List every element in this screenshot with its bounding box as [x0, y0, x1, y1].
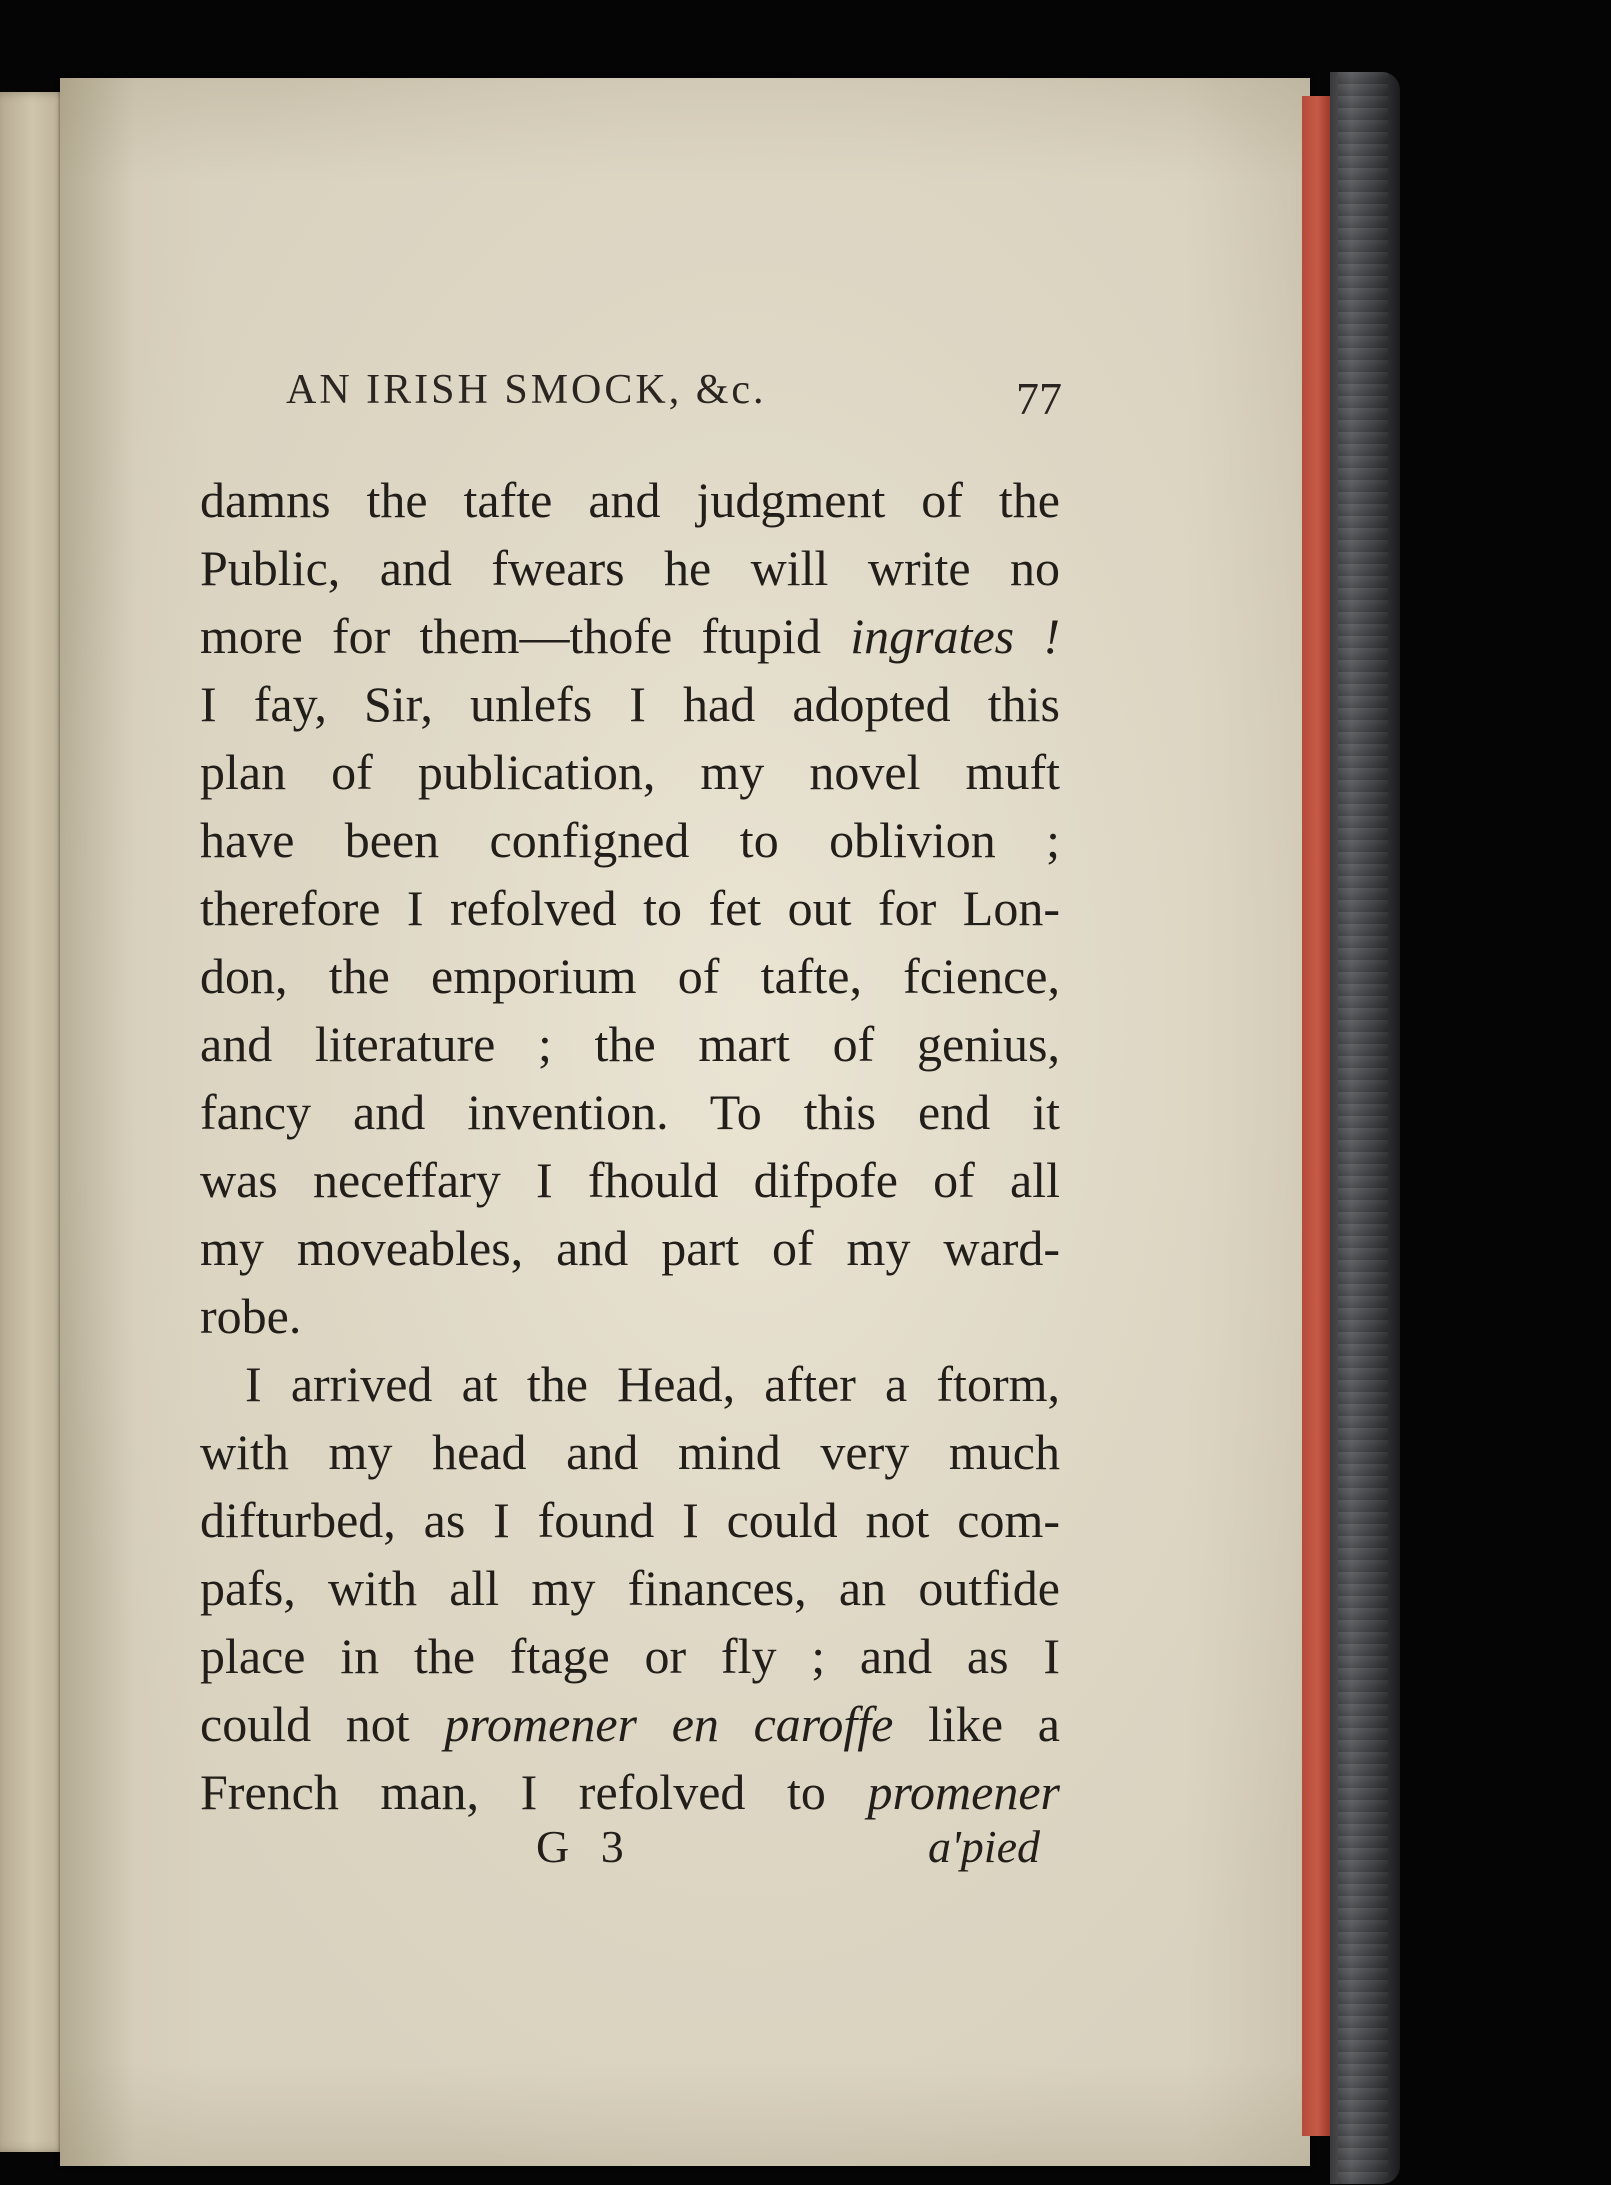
text-line: pafs, with all my finances, an outfide [200, 1560, 1060, 1616]
catchword: a'pied [927, 1821, 1040, 1872]
page-number: 77 [1016, 373, 1062, 424]
text-line: therefore I refolved to fet out for Lon- [200, 880, 1060, 936]
text-line: damns the tafte and judgment of the [200, 472, 1060, 528]
text-line: was neceffary I fhould difpofe of all [200, 1152, 1060, 1208]
text-line: French man, I refolved to promener [200, 1764, 1060, 1820]
text-line: and literature ; the mart of genius, [200, 1016, 1060, 1072]
text-line: more for them—thofe ftupid ingrates ! [200, 608, 1060, 664]
text-line: difturbed, as I found I could not com- [200, 1492, 1060, 1548]
text-line: with my head and mind very much [200, 1424, 1060, 1480]
page-footer [200, 1810, 1040, 1880]
text-line: could not promener en caroffe like a [200, 1696, 1060, 1752]
book-cover-board [1330, 72, 1400, 2184]
text-line: my moveables, and part of my ward- [200, 1220, 1060, 1276]
text-line: I fay, Sir, unlefs I had adopted this [200, 676, 1060, 732]
paragraph [200, 1350, 1060, 1826]
text-line: robe. [200, 1288, 302, 1344]
text-line: Public, and fwears he will write no [200, 540, 1060, 596]
text-line: I arrived at the Head, after a ftorm, [245, 1356, 1060, 1412]
text-line: don, the emporium of tafte, fcience, [200, 948, 1060, 1004]
signature-mark: G 3 [536, 1821, 634, 1872]
paragraph [200, 466, 1060, 1350]
text-body [200, 466, 1060, 1826]
text-line: place in the ftage or fly ; and as I [200, 1628, 1060, 1684]
running-head [286, 360, 1062, 430]
running-head-title: AN IRISH SMOCK, &c. [286, 367, 767, 413]
text-line: plan of publication, my novel muft [200, 744, 1060, 800]
text-line: have been configned to oblivion ; [200, 812, 1060, 868]
text-line: fancy and invention. To this end it [200, 1084, 1060, 1140]
